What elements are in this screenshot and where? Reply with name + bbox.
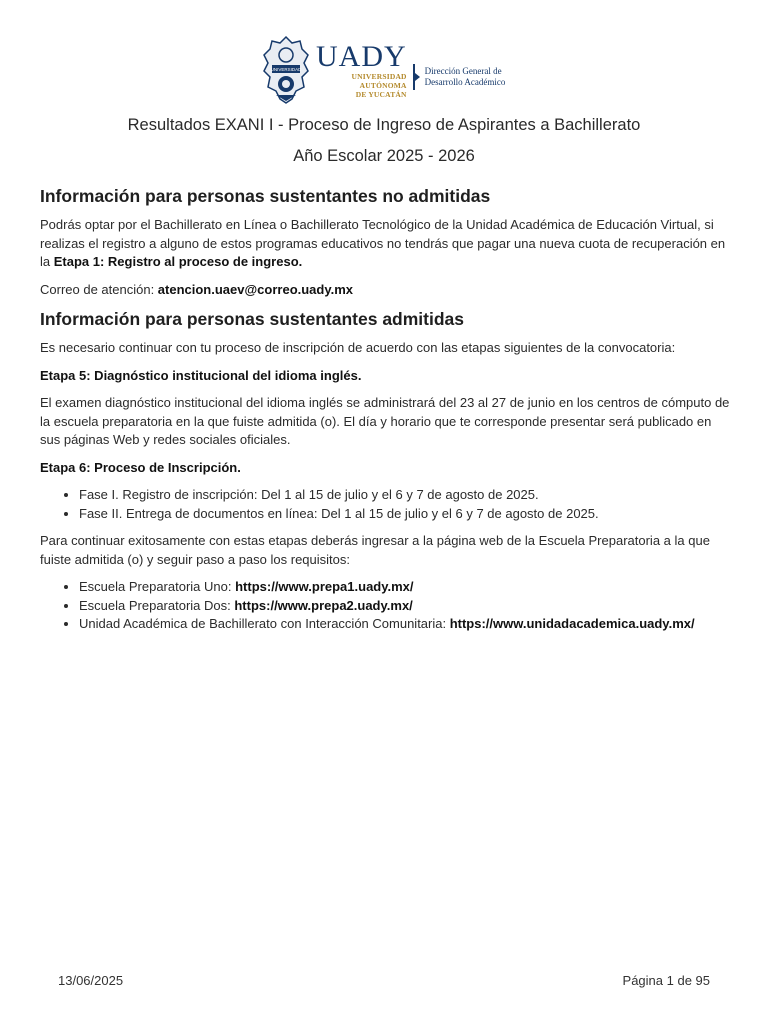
etapa6-title xyxy=(40,459,730,478)
brand-block xyxy=(316,39,407,99)
link-label: Unidad Académica de Bachillerato con Interacción Comunitaria: xyxy=(79,616,450,631)
brand-sub-3: DE YUCATÁN xyxy=(355,89,407,99)
seal-banner-text: UNIVERSIDAD xyxy=(270,67,302,72)
header-logo xyxy=(262,34,505,106)
brand-name: UADY xyxy=(316,39,407,73)
footer-date: 13/06/2025 xyxy=(58,973,124,988)
dgda-line-1: Dirección General de xyxy=(424,66,502,76)
document-body xyxy=(40,185,730,643)
footer-page-number: Página 1 de 95 xyxy=(622,973,710,988)
heading-no-admitidas: Información para personas sustentantes no admitidas xyxy=(40,186,491,206)
intro-admitidas: Es necesario continuar con tu proceso de inscripción de acuerdo con las etapas siguientes de la convocatoria: xyxy=(40,340,676,355)
etapa5-title-bold: Etapa 5: Diagnóstico institucional del idioma inglés. xyxy=(40,367,362,383)
link-unidad-academica[interactable]: https://www.unidadacademica.uady.mx/ xyxy=(449,616,695,631)
dgda-divider-icon xyxy=(413,64,415,90)
dgda-block xyxy=(413,64,506,90)
paragraph-no-admitidas-text: Podrás optar por el Bachillerato en Línea o Bachillerato Tecnológico de la Unidad Académica de Educación Virtual, si realizas el registro a alguno de estos programas educativos no tendrás que pagar una nueva cuota de recuperación en la xyxy=(40,217,726,269)
etapa6-title-bold: Etapa 6: Proceso de Inscripción. xyxy=(40,459,241,475)
brand-sub-2: AUTÓNOMA xyxy=(359,80,407,90)
list-item xyxy=(79,578,730,597)
contact-email[interactable]: atencion.uaev@correo.uady.mx xyxy=(157,281,354,297)
link-prepa2[interactable]: https://www.prepa2.uady.mx/ xyxy=(234,597,413,613)
links-list xyxy=(40,578,730,634)
etapa5-text: El examen diagnóstico institucional del idioma inglés se administrará del 23 al 27 de junio en los centros de cómputo de la escuela preparatoria en la que fuiste admitida (o). El día y horario que te corresponde presentar será publicado en sus páginas Web y redes sociales oficiales. xyxy=(40,395,730,447)
continuar-text: Para continuar exitosamente con estas etapas deberás ingresar a la página web de la Escuela Preparatoria a la que fuiste admitida (o) y seguir paso a paso los requisitos: xyxy=(40,533,710,567)
list-item: • Fase I. Registro de inscripción: Del 1 al 15 de julio y el 6 y 7 de agosto de 2025. xyxy=(79,486,730,505)
contact-line xyxy=(40,281,730,300)
list-item xyxy=(79,597,730,616)
link-label: Escuela Preparatoria Uno: xyxy=(79,579,236,594)
link-label: Escuela Preparatoria Dos: xyxy=(79,597,235,613)
contact-label: Correo de atención: xyxy=(40,281,158,297)
document-title: Resultados EXANI I - Proceso de Ingreso de Aspirantes a Bachillerato xyxy=(127,116,641,134)
document-subtitle: Año Escolar 2025 - 2026 xyxy=(293,147,475,165)
fases-list xyxy=(40,486,730,523)
dgda-line-2: Desarrollo Académico xyxy=(424,77,506,87)
link-prepa1[interactable]: https://www.prepa1.uady.mx/ xyxy=(235,579,414,594)
list-item: • Fase II. Entrega de documentos en línea: Del 1 al 15 de julio y el 6 y 7 de agosto de 2025. xyxy=(79,505,730,524)
brand-sub-1: UNIVERSIDAD xyxy=(351,71,407,81)
etapa5-title xyxy=(40,367,730,386)
paragraph-no-admitidas xyxy=(40,216,730,272)
etapa1-bold: Etapa 1: Registro al proceso de ingreso. xyxy=(53,254,303,269)
university-seal-icon xyxy=(262,35,310,105)
list-item xyxy=(79,615,730,634)
heading-admitidas: Información para personas sustentantes admitidas xyxy=(40,309,465,329)
